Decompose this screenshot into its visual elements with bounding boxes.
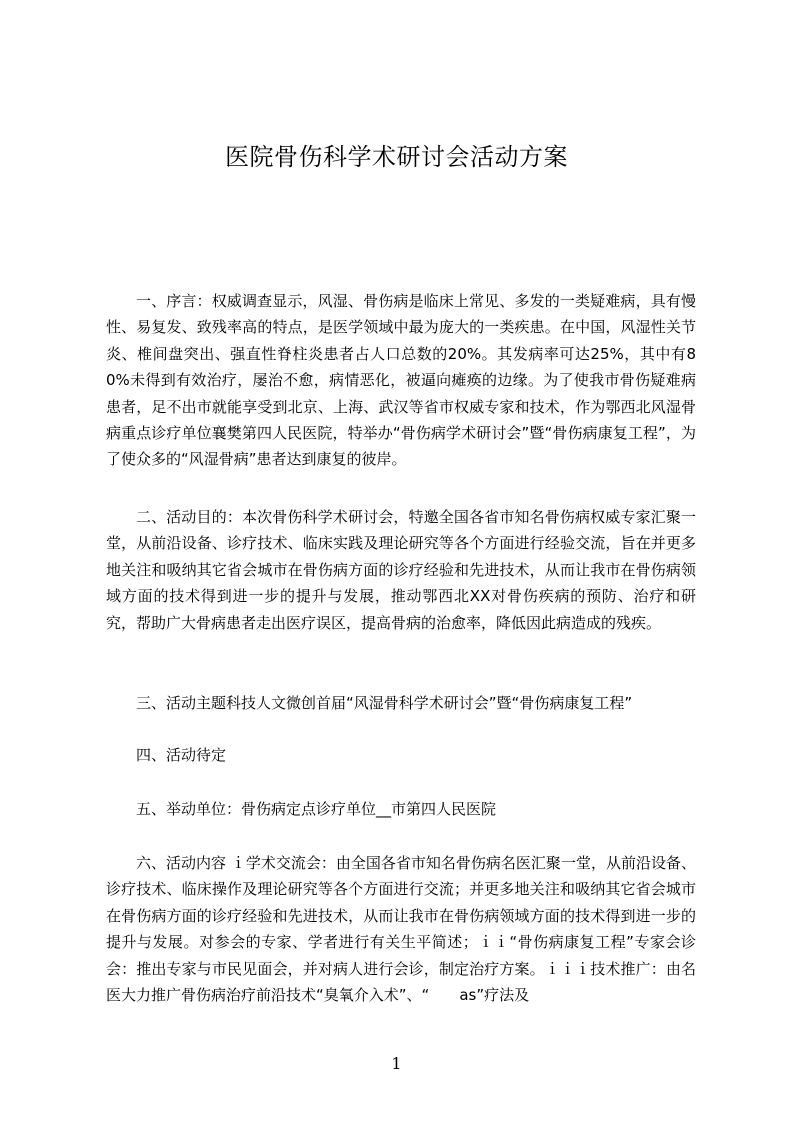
page-number: 1 bbox=[391, 1054, 402, 1073]
document-title: 医院骨伤科学术研讨会活动方案 bbox=[225, 143, 568, 171]
paragraph-preface: 一、序言：权威调查显示，风湿、骨伤病是临床上常见、多发的一类疑难病，具有慢性、易复发、致残率高的特点，是医学领域中最为庞大的一类疾患。在中国，风湿性关节炎、椎间盘突出、强直性脊柱炎患者占人口总数的20%。其发病率可达25%，其中有80%未得到有效治疗，屡治不愈，病情恶化，被逼向瘫痪的边缘。为了使我市骨伤疑难病患者，足不出市就能享受到北京、上海、武汉等省市权威专家和技术，作为鄂西北风湿骨病重点诊疗单位襄樊第四人民医院，特举办“骨伤病学术研讨会”暨“骨伤病康复工程”，为了使众多的“风湿骨病”患者达到康复的彼岸。 bbox=[106, 292, 696, 469]
paragraph-activity-purpose: 二、活动目的：本次骨伤科学术研讨会，特邀全国各省市知名骨伤病权威专家汇聚一堂，从前沿设备、诊疗技术、临床实践及理论研究等各个方面进行经验交流，旨在并更多地关注和吸纳其它省会城市在骨伤病方面的诊疗经验和先进技术，从而让我市在骨伤病领域方面的技术得到进一步的提升与发展，推动鄂西北XX对骨伤疾病的预防、治疗和研究，帮助广大骨病患者走出医疗误区，提高骨病的治愈率，降低因此病造成的残疾。 bbox=[106, 508, 696, 632]
paragraph-activity-schedule: 四、活动待定 bbox=[136, 746, 227, 764]
paragraph-activity-theme: 三、活动主题科技人文微创首届“风湿骨科学术研讨会”暨“骨伤病康复工程” bbox=[136, 694, 633, 712]
paragraph-activity-content: 六、活动内容 ｉ学术交流会：由全国各省市知名骨伤病名医汇聚一堂，从前沿设备、诊疗技术、临床操作及理论研究等各个方面进行交流；并更多地关注和吸纳其它省会城市在骨伤病方面的诊疗经验和先进技术，从而让我市在骨伤病领域方面的技术得到进一步的提升与发展。对参会的专家、学者进行有关生平简述；ｉｉ“骨伤病康复工程”专家会诊会：推出专家与市民见面会，并对病人进行会诊，制定治疗方案。ｉｉｉ技术推广：由名医大力推广骨伤病治疗前沿技术“臭氧介入术”、“ as”疗法及 bbox=[106, 854, 696, 1005]
paragraph-organizer: 五、举动单位：骨伤病定点诊疗单位__市第四人民医院 bbox=[136, 800, 497, 818]
